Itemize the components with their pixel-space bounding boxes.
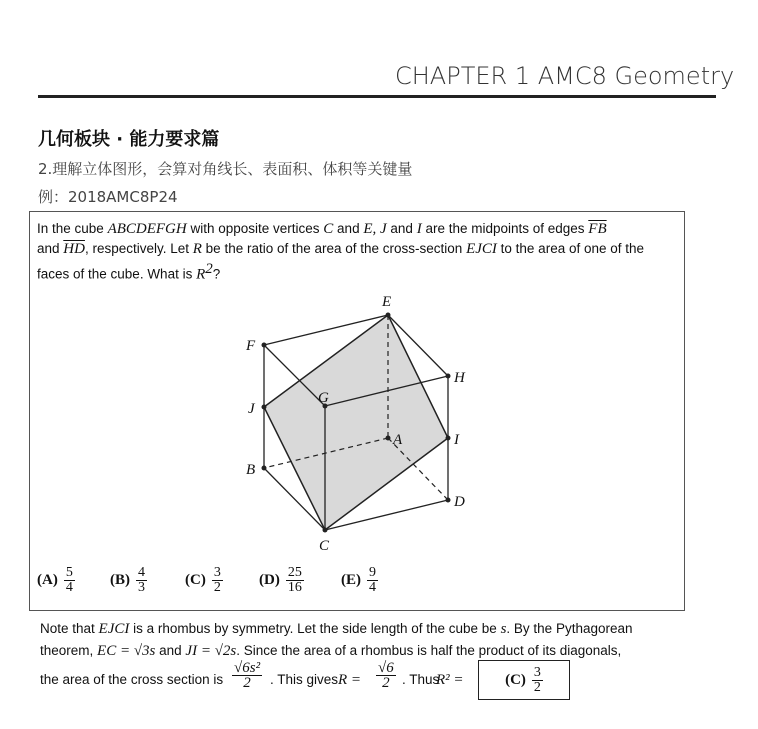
example-label: 例：2018AMC8P24: [38, 188, 178, 206]
solution-text: Note that EJCI is a rhombus by symmetry. Let the side length of the cube be s. By the Pythagorean theorem, EC = √3s and JI = √2s. Since the area of a rhombus is half the product of its diagonals,: [40, 621, 633, 659]
final-answer-box: (C) $\frac{3}{2}$: [478, 660, 570, 700]
label-j: J: [248, 401, 255, 417]
answer-choices: [37, 566, 677, 606]
label-h: H: [454, 370, 465, 386]
label-c: C: [319, 538, 330, 554]
label-a: A: [393, 432, 403, 448]
choice-e: (E) $\frac{9}{4}$: [341, 565, 376, 595]
ratio-fraction: $\frac{√6}{2}$: [378, 660, 394, 691]
choice-b: (B) $\frac{4}{3}$: [110, 565, 145, 595]
label-d: D: [454, 494, 465, 510]
solution-conclusion: the area of the cross section is $\frac{\text{√6s²}}{2}$ . This gives R = $\frac{√6}{2}$ . Thus R² = (C) $\frac{3}{2}$: [40, 660, 690, 700]
section-subtitle: 2.理解立体图形，会算对角线长、表面积、体积等关键量: [38, 160, 413, 178]
problem-statement: In the cube ABCDEFGH with opposite vertices C and E, J and I are the midpoints of edges $\overline{FB}$ and $\overline{HD}$, respectively. Let R be the ratio of the area of the cross-section EJCI to the area of one of the faces of the cube. What is $R^2$?: [37, 221, 645, 283]
choice-c: (C) $\frac{3}{2}$: [185, 565, 221, 595]
label-g: G: [318, 390, 329, 406]
label-e: E: [382, 294, 392, 310]
chapter-rule: [38, 95, 716, 98]
chapter-title: CHAPTER 1 AMC8 Geometry: [395, 62, 735, 90]
choice-a: (A) $\frac{5}{4}$: [37, 565, 73, 595]
section-title: 几何板块 · 能力要求篇: [38, 129, 220, 150]
cross-section-area-fraction: $\frac{\text{√6s²}}{2}$: [234, 660, 261, 691]
label-f: F: [246, 338, 256, 354]
label-b: B: [246, 462, 256, 478]
cube-figure: [236, 288, 476, 558]
label-i: I: [454, 432, 459, 448]
choice-d: (D) $\frac{25}{16}$: [259, 565, 302, 595]
